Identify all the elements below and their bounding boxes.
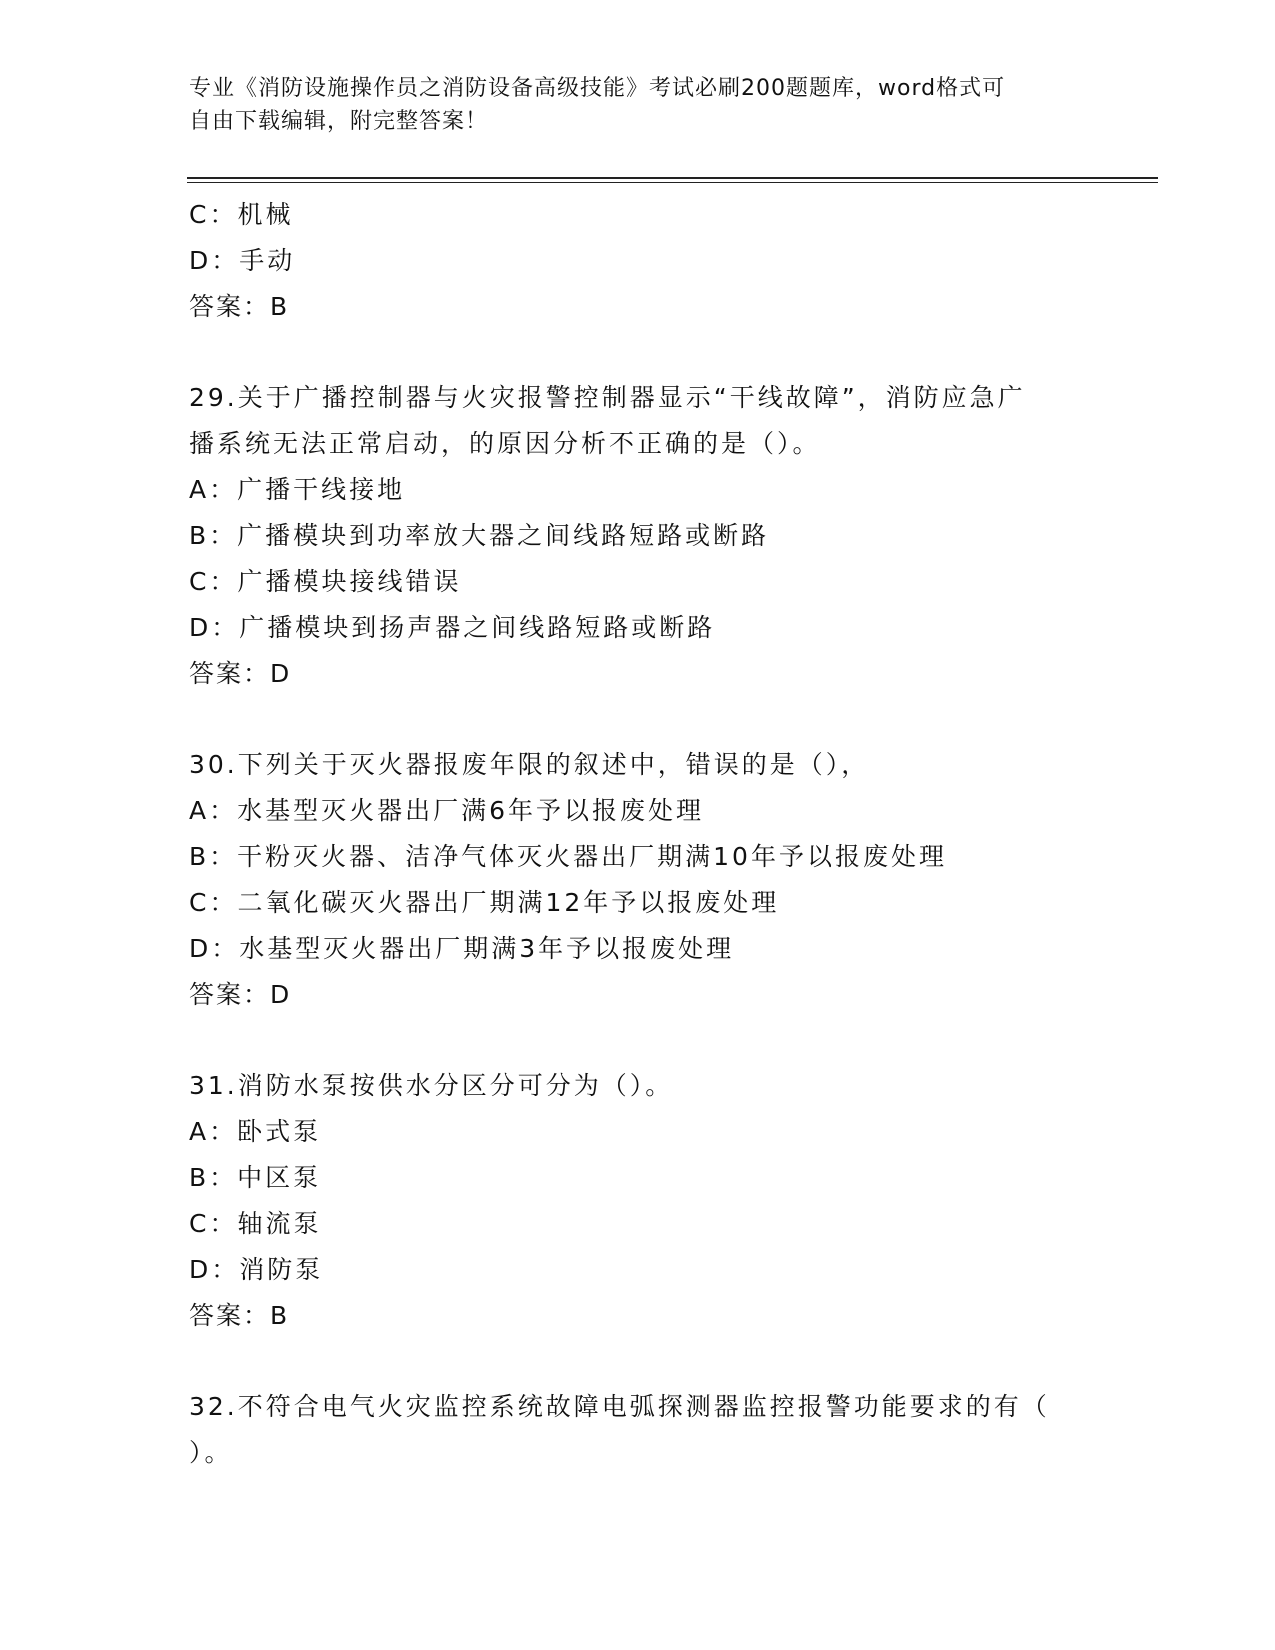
spacer — [189, 330, 1089, 375]
header-line-2: 自由下载编辑，附完整答案！ — [189, 109, 489, 134]
question-29 — [189, 375, 1089, 697]
answer-line: 答案：D — [189, 980, 292, 1009]
spacer — [189, 697, 1089, 742]
option-d: D：消防泵 — [189, 1255, 324, 1284]
document-header — [189, 72, 1089, 138]
answer-line: 答案：D — [189, 659, 292, 688]
question-28-tail — [189, 192, 1089, 330]
question-text-line-1: 30.下列关于灭火器报废年限的叙述中，错误的是（）， — [189, 750, 870, 779]
option-a: A：广播干线接地 — [189, 475, 406, 504]
option-a: A：水基型灭火器出厂满6年予以报废处理 — [189, 796, 705, 825]
question-31 — [189, 1063, 1089, 1339]
option-d: D：水基型灭火器出厂期满3年予以报废处理 — [189, 934, 735, 963]
header-divider-thick — [187, 177, 1158, 179]
option-c: C：轴流泵 — [189, 1209, 322, 1238]
document-body — [189, 192, 1089, 1476]
question-text-line-1: 32.不符合电气火灾监控系统故障电弧探测器监控报警功能要求的有（ — [189, 1392, 1050, 1421]
question-text-line-2: ）。 — [189, 1438, 233, 1467]
option-b: B：干粉灭火器、洁净气体灭火器出厂期满10年予以报废处理 — [189, 842, 947, 871]
header-divider-thin — [187, 182, 1158, 183]
answer-line: 答案：B — [189, 1301, 290, 1330]
question-32 — [189, 1384, 1089, 1476]
question-30 — [189, 742, 1089, 1018]
question-text-line-1: 31.消防水泵按供水分区分可分为（）。 — [189, 1071, 674, 1100]
option-d: D：广播模块到扬声器之间线路短路或断路 — [189, 613, 716, 642]
answer-line: 答案：B — [189, 292, 290, 321]
option-b: B：中区泵 — [189, 1163, 322, 1192]
question-text-line-2: 播系统无法正常启动，的原因分析不正确的是（）。 — [189, 429, 821, 458]
option-c: C：二氧化碳灭火器出厂期满12年予以报废处理 — [189, 888, 780, 917]
option-b: B：广播模块到功率放大器之间线路短路或断路 — [189, 521, 770, 550]
option-c: C：广播模块接线错误 — [189, 567, 462, 596]
option-a: A：卧式泵 — [189, 1117, 322, 1146]
question-text-line-1: 29.关于广播控制器与火灾报警控制器显示“干线故障”，消防应急广 — [189, 383, 1026, 412]
spacer — [189, 1018, 1089, 1063]
header-line-1: 专业《消防设施操作员之消防设备高级技能》考试必刷200题题库，word格式可 — [189, 76, 1006, 101]
spacer — [189, 1339, 1089, 1384]
option-d: D：手动 — [189, 246, 296, 275]
option-c: C：机械 — [189, 200, 294, 229]
